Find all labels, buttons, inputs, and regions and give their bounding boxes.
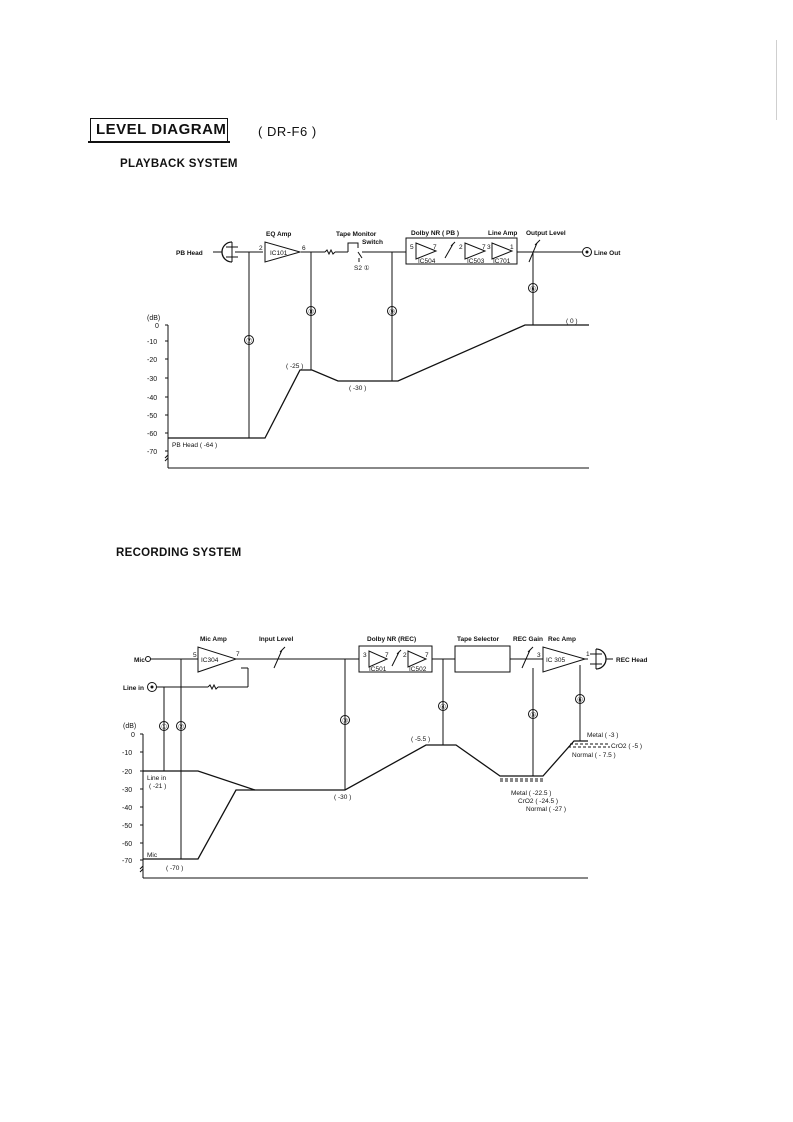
rec-head-icon [590, 649, 613, 669]
recording-tick-20: -20 [122, 769, 133, 776]
dolby-rec-pin-2: 2 [403, 652, 407, 659]
playback-tick-0: 0 [155, 323, 159, 330]
playback-tick-20: -20 [147, 357, 158, 364]
playback-point-7: ⑦ [246, 338, 253, 345]
mic-amp-pin-7: 7 [236, 651, 240, 658]
recording-tick-30: -30 [122, 787, 133, 794]
dolby-rec-label: Dolby NR (REC) [367, 636, 417, 643]
playback-axis-unit: (dB) [147, 315, 161, 322]
normal-low-level-label: Normal ( -27 ) [526, 806, 567, 813]
mic-amp-label: Mic Amp [200, 636, 227, 643]
ic304-label: IC304 [201, 657, 219, 664]
rec-mid-level-label: ( -30 ) [334, 794, 352, 801]
playback-point-9: ⑨ [389, 309, 396, 316]
normal-high-level-label: Normal ( - 7.5 ) [572, 752, 616, 759]
ic504-label: IC504 [418, 258, 436, 265]
playback-point-6: ⑥ [530, 286, 537, 293]
line-out-label: Line Out [594, 250, 621, 257]
playback-point-8: ⑧ [308, 309, 315, 316]
output-level-value: ( 0 ) [566, 318, 578, 325]
recording-point-5: ⑤ [530, 712, 537, 719]
tape-high-level-lines [568, 744, 610, 747]
recording-tick-70: -70 [122, 858, 133, 865]
output-level-label: Output Level [526, 230, 566, 237]
ic502-triangle-icon [408, 651, 426, 667]
recording-point-4: ④ [440, 704, 447, 711]
recording-y-axis [140, 734, 588, 878]
recording-measure-lines [164, 659, 580, 859]
mic-level-label: Mic [147, 852, 158, 859]
dolby-pb-pin-7b: 7 [482, 244, 486, 251]
mid-level-label: ( -30 ) [349, 385, 367, 392]
recording-heading: RECORDING SYSTEM [116, 547, 242, 559]
rec-peak-level-label: ( -5.5 ) [411, 736, 431, 743]
ic701-label: IC701 [493, 258, 511, 265]
rec-gain-label: REC Gain [513, 636, 543, 643]
dolby-pb-label: Dolby NR ( PB ) [411, 230, 460, 237]
playback-tick-60: -60 [147, 431, 158, 438]
pb-head-level-label: PB Head ( -64 ) [172, 442, 218, 449]
rec-amp-label: Rec Amp [548, 636, 576, 643]
dolby-pb-pin-7a: 7 [433, 244, 437, 251]
ic502-label: IC502 [409, 666, 427, 673]
cro2-low-level-label: CrO2 ( -24.5 ) [518, 798, 559, 805]
pb-head-label: PB Head [176, 250, 203, 257]
mic-jack-icon [146, 657, 151, 662]
tape-monitor-label: Tape Monitor [336, 231, 377, 238]
line-in-level-label: Line in [147, 775, 167, 782]
playback-tick-70: -70 [147, 449, 158, 456]
line-in-jack-center-icon [151, 686, 154, 689]
ic501-label: IC501 [369, 666, 387, 673]
input-level-label: Input Level [259, 636, 294, 643]
line-in-level-value: ( -21 ) [149, 783, 167, 790]
cro2-high-level-label: CrO2 ( -5 ) [611, 743, 643, 750]
dolby-rec-pin-7: 7 [385, 652, 389, 659]
mic-input-label: Mic [134, 657, 145, 664]
playback-tick-10: -10 [147, 339, 158, 346]
recording-tick-0: 0 [131, 732, 135, 739]
ic101-label: IC101 [270, 250, 288, 257]
eq-level-label: ( -25 ) [286, 363, 304, 370]
recording-point-2: ② [178, 724, 185, 731]
recording-point-6: ⑥ [577, 697, 584, 704]
tape-selector-box [455, 646, 510, 672]
eq-pin-2: 2 [259, 245, 263, 252]
page-title: LEVEL DIAGRAM [96, 121, 227, 138]
model-number: ( DR-F6 ) [258, 124, 317, 139]
s2-label: S2 ① [354, 265, 370, 272]
eq-pin-6: 6 [302, 245, 306, 252]
playback-tick-50: -50 [147, 413, 158, 420]
recording-point-3: ③ [342, 718, 349, 725]
playback-tick-40: -40 [147, 395, 158, 402]
rec-amp-pin-3: 3 [537, 652, 541, 659]
mic-amp-pin-5: 5 [193, 652, 197, 659]
dolby-rec-pin-7c: 7 [425, 652, 429, 659]
line-in-input-label: Line in [123, 685, 144, 692]
dolby-pb-pin-1: 1 [510, 244, 514, 251]
ic305-label: IC 305 [546, 657, 566, 664]
dolby-pb-pin-2: 2 [459, 244, 463, 251]
line-amp-label: Line Amp [488, 230, 518, 237]
playback-tick-30: -30 [147, 376, 158, 383]
recording-point-1: ① [161, 724, 168, 731]
recording-tick-50: -50 [122, 823, 133, 830]
recording-tick-60: -60 [122, 841, 133, 848]
eq-amp-label: EQ Amp [266, 231, 292, 238]
rec-head-label: REC Head [616, 657, 648, 664]
metal-low-level-label: Metal ( -22.5 ) [511, 790, 552, 797]
switch-label: Switch [362, 239, 383, 246]
input-level-pot-icon [274, 647, 285, 668]
metal-high-level-label: Metal ( -3 ) [587, 732, 619, 739]
recording-axis-unit: (dB) [123, 723, 137, 730]
dolby-rec-pot-icon [392, 650, 401, 666]
dolby-pb-pin-5: 5 [410, 244, 414, 251]
dolby-pb-pin-3: 3 [487, 244, 491, 251]
tape-low-level-lines [500, 779, 543, 781]
recording-tick-40: -40 [122, 805, 133, 812]
mic-level-value: ( -70 ) [166, 865, 184, 872]
recording-tick-10: -10 [122, 750, 133, 757]
tape-selector-label: Tape Selector [457, 636, 500, 643]
rec-amp-pin-1: 1 [586, 651, 590, 658]
rec-gain-pot-icon [522, 647, 533, 668]
ic503-label: IC503 [467, 258, 485, 265]
playback-heading: PLAYBACK SYSTEM [120, 158, 238, 170]
dolby-rec-pin-3: 3 [363, 652, 367, 659]
